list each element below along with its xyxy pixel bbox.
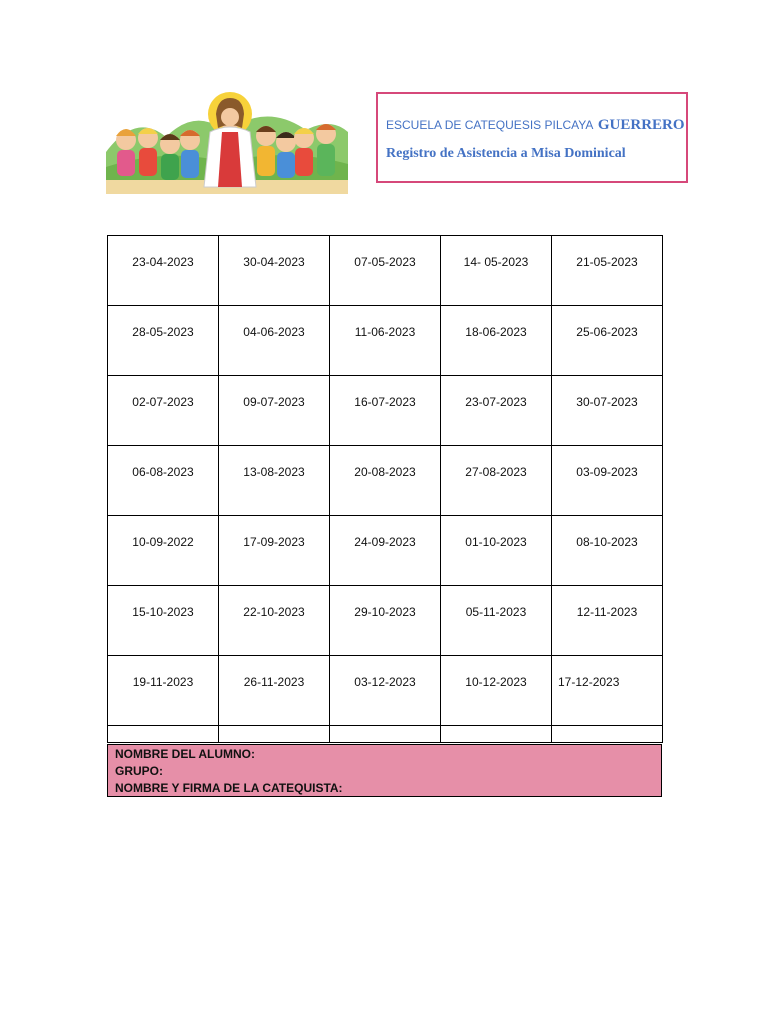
date-cell: 23-07-2023 <box>441 376 552 446</box>
date-cell: 10-09-2022 <box>108 516 219 586</box>
student-info-box <box>107 744 662 797</box>
date-cell: 22-10-2023 <box>219 586 330 656</box>
table-row <box>108 586 663 656</box>
date-cell: 23-04-2023 <box>108 236 219 306</box>
date-cell: 21-05-2023 <box>552 236 663 306</box>
empty-cell <box>219 726 330 743</box>
table-row <box>108 446 663 516</box>
date-cell: 11-06-2023 <box>330 306 441 376</box>
date-cell: 06-08-2023 <box>108 446 219 516</box>
empty-cell <box>108 726 219 743</box>
date-cell: 18-06-2023 <box>441 306 552 376</box>
school-title <box>386 116 685 134</box>
empty-cell <box>552 726 663 743</box>
date-cell: 09-07-2023 <box>219 376 330 446</box>
date-cell: 24-09-2023 <box>330 516 441 586</box>
date-cell: 12-11-2023 <box>552 586 663 656</box>
register-subtitle: Registro de Asistencia a Misa Dominical <box>386 146 626 161</box>
date-cell: 01-10-2023 <box>441 516 552 586</box>
date-cell: 16-07-2023 <box>330 376 441 446</box>
date-cell: 10-12-2023 <box>441 656 552 726</box>
table-row <box>108 516 663 586</box>
date-cell: 13-08-2023 <box>219 446 330 516</box>
date-cell: 25-06-2023 <box>552 306 663 376</box>
date-cell: 04-06-2023 <box>219 306 330 376</box>
header-box <box>376 92 688 183</box>
catechist-signature-label: NOMBRE Y FIRMA DE LA CATEQUISTA: <box>115 781 343 795</box>
date-cell: 30-07-2023 <box>552 376 663 446</box>
school-place: GUERRERO <box>597 117 685 133</box>
date-cell: 03-12-2023 <box>330 656 441 726</box>
date-cell: 29-10-2023 <box>330 586 441 656</box>
school-name: ESCUELA DE CATEQUESIS PILCAYA <box>386 118 594 132</box>
date-cell: 03-09-2023 <box>552 446 663 516</box>
date-cell: 20-08-2023 <box>330 446 441 516</box>
date-cell: 05-11-2023 <box>441 586 552 656</box>
date-cell: 17-09-2023 <box>219 516 330 586</box>
empty-row <box>108 726 663 743</box>
date-cell: 17-12-2023 <box>552 656 663 726</box>
date-cell: 30-04-2023 <box>219 236 330 306</box>
student-name-label: NOMBRE DEL ALUMNO: <box>115 747 255 761</box>
table-row <box>108 376 663 446</box>
attendance-dates-table <box>107 235 663 743</box>
date-cell: 19-11-2023 <box>108 656 219 726</box>
jesus-with-children-illustration <box>106 92 348 194</box>
date-cell: 26-11-2023 <box>219 656 330 726</box>
date-cell: 07-05-2023 <box>330 236 441 306</box>
group-label: GRUPO: <box>115 764 163 778</box>
date-cell: 14- 05-2023 <box>441 236 552 306</box>
empty-cell <box>441 726 552 743</box>
date-cell: 27-08-2023 <box>441 446 552 516</box>
date-cell: 02-07-2023 <box>108 376 219 446</box>
date-cell: 15-10-2023 <box>108 586 219 656</box>
table-row <box>108 656 663 726</box>
date-cell: 08-10-2023 <box>552 516 663 586</box>
date-cell: 28-05-2023 <box>108 306 219 376</box>
empty-cell <box>330 726 441 743</box>
table-row <box>108 236 663 306</box>
table-row <box>108 306 663 376</box>
